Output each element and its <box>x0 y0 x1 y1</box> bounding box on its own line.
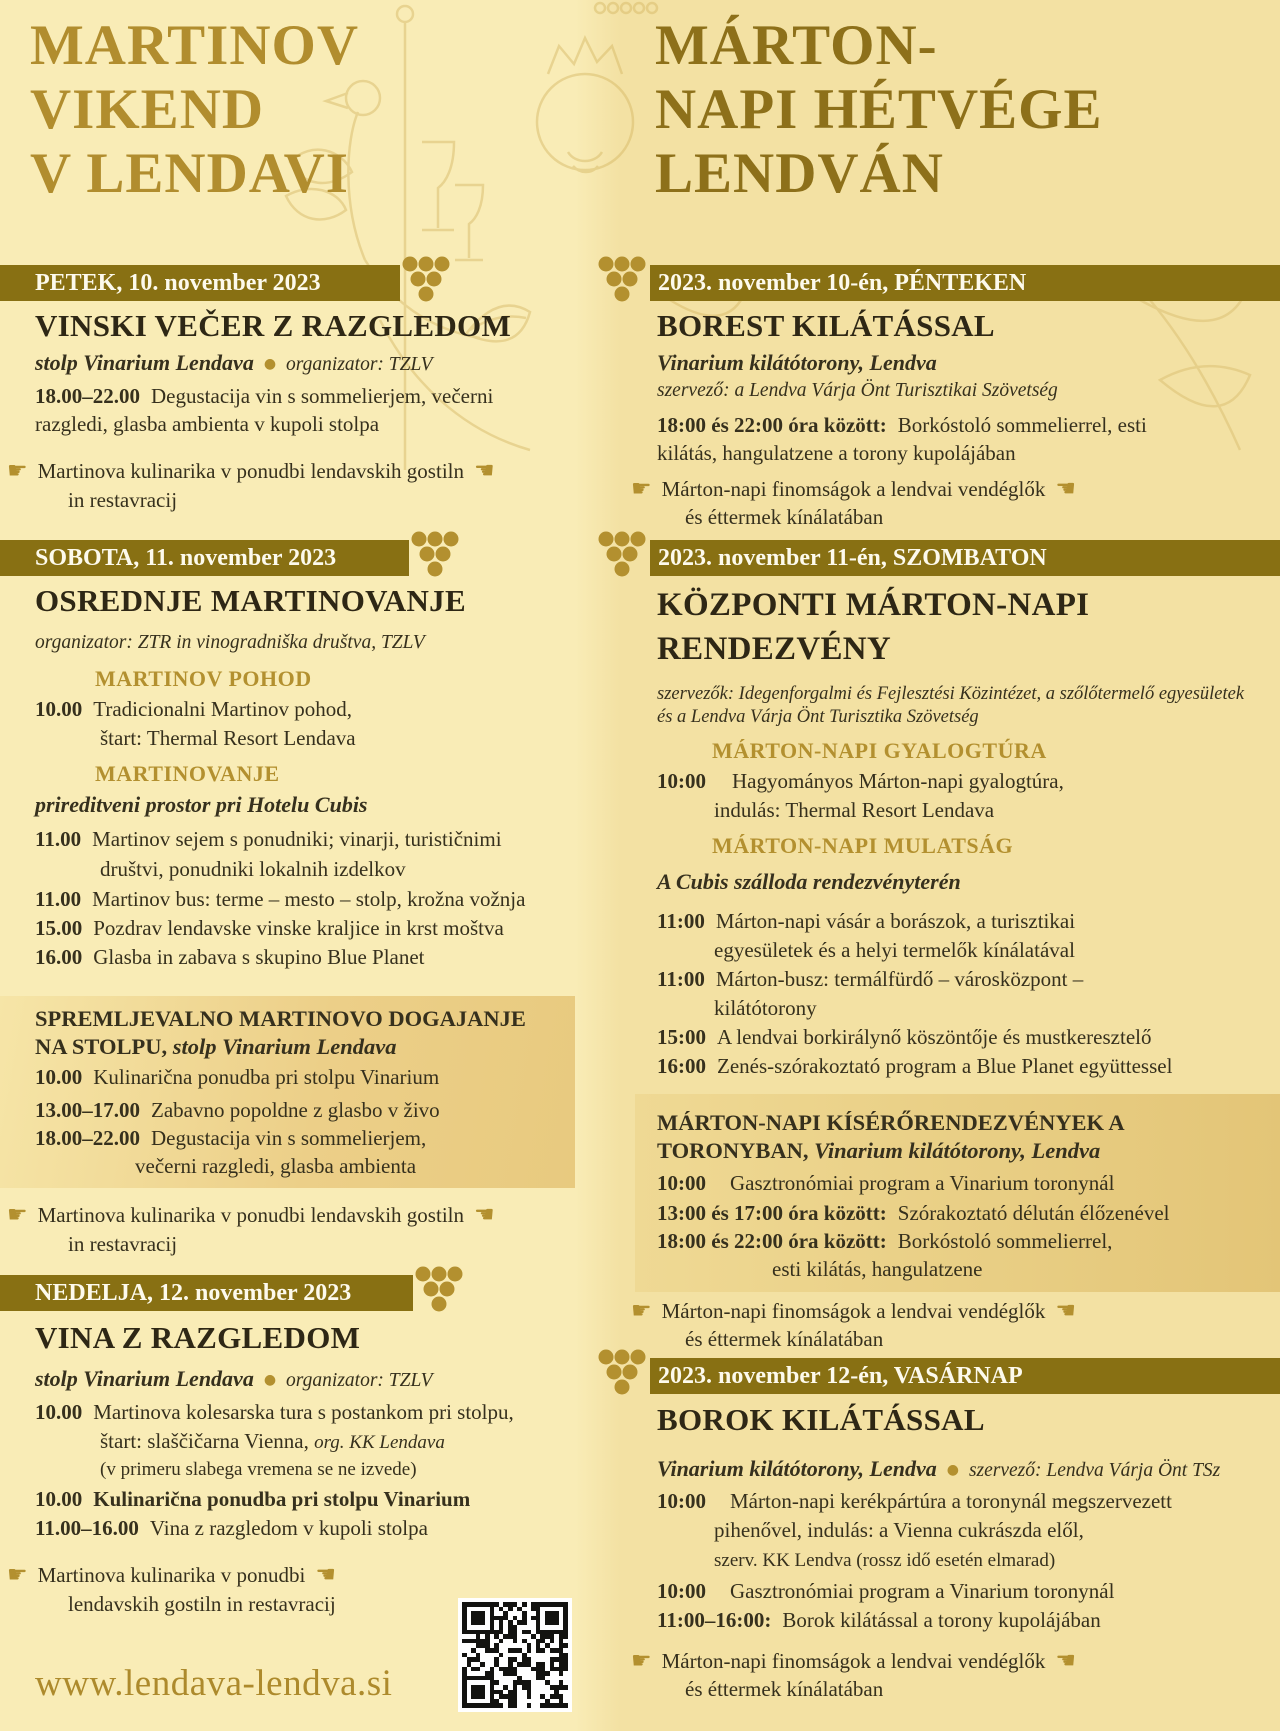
event-time: 18.00–22.00 <box>35 1126 140 1150</box>
box-title: MÁRTON-NAPI KÍSÉRŐRENDEZVÉNYEK A <box>657 1110 1125 1135</box>
event-text-continued: pihenővel, indulás: a Vienna cukrászda elől, <box>714 1518 1084 1542</box>
grape-cluster-icon <box>411 1265 465 1315</box>
note-text-continued: és éttermek kínálatában <box>685 1677 884 1701</box>
box-title-2 <box>0 1034 575 1060</box>
event-text: Márton-napi vásár a borászok, a turisztikai <box>715 909 1076 933</box>
venue: A Cubis szálloda rendezvényterén <box>657 869 961 894</box>
event-line <box>0 915 575 941</box>
pointing-hand-left-icon: ☚ <box>1055 1298 1076 1324</box>
event-line <box>635 1200 1280 1226</box>
note-text-continued: in restavracij <box>68 488 178 512</box>
event-text-continued: štart: Thermal Resort Lendava <box>100 726 356 750</box>
event-text-continued: razgledi, glasba ambienta v kupoli stolpa <box>35 412 380 436</box>
event-time: 10.00 <box>35 697 83 721</box>
dot-separator-icon: ● <box>263 356 277 372</box>
date-bar-label: PETEK, 10. november 2023 <box>35 270 321 296</box>
grape-cluster-icon <box>594 1348 648 1398</box>
venue: prireditveni prostor pri Hotelu Cubis <box>35 792 368 817</box>
hands-note <box>575 1648 1280 1674</box>
note-text: Márton-napi finomságok a lendvai vendéglők <box>661 1649 1046 1673</box>
event-text: Borok kilátással a torony kupolájában <box>782 1608 1101 1632</box>
grape-cluster-icon <box>594 255 648 305</box>
event-line <box>575 966 1280 992</box>
pointing-hand-left-icon: ☚ <box>1055 476 1076 502</box>
event-text-continued: kilátótorony <box>714 996 817 1020</box>
event-time: 11:00–16:00: <box>657 1608 772 1632</box>
event-line <box>575 1488 1280 1514</box>
event-text: Hagyományos Márton-napi gyalogtúra, <box>732 769 1064 793</box>
location-line <box>575 1456 1280 1484</box>
side-program-box-hu <box>635 1094 1280 1292</box>
event-line <box>575 1607 1280 1633</box>
organizer: szervező: a Lendva Várja Önt Turisztikai Szövetség <box>657 380 1058 401</box>
dot-separator-icon: ● <box>263 1372 277 1388</box>
location: stolp Vinarium Lendava <box>35 1366 254 1391</box>
event-heading: BOREST KILÁTÁSSAL <box>657 308 995 343</box>
pointing-hand-left-icon: ☚ <box>315 1562 336 1588</box>
date-bar-label: SOBOTA, 11. november 2023 <box>35 545 337 571</box>
subevent-heading: MÁRTON-NAPI GYALOGTÚRA <box>712 738 1047 763</box>
event-text: Martinova kolesarska tura s postankom pri stolpu, <box>93 1400 514 1424</box>
location-line <box>0 350 575 378</box>
organizer: organizator: TZLV <box>286 354 433 375</box>
grape-cluster-icon <box>398 255 452 305</box>
event-text: Martinov bus: terme – mesto – stolp, krožna vožnja <box>92 887 526 911</box>
sub-organizer: org. KK Lendava <box>314 1432 445 1453</box>
event-line <box>575 1024 1280 1050</box>
pointing-hand-right-icon: ☛ <box>7 458 28 484</box>
event-text: Márton-busz: termálfürdő – városközpont – <box>715 967 1084 991</box>
event-time: 15.00 <box>35 916 83 940</box>
event-text: Degustacija vin s sommelierjem, večerni <box>151 384 494 408</box>
event-text: Martinov sejem s ponudniki; vinarji, turističnimi <box>92 827 502 851</box>
poster-title-sl <box>0 14 575 206</box>
dot-separator-icon: ● <box>946 1462 959 1478</box>
event-time: 13:00 és 17:00 óra között: <box>657 1201 887 1225</box>
event-time: 10:00 <box>657 1489 706 1513</box>
event-time: 10.00 <box>35 1065 83 1089</box>
note-text: Martinova kulinarika v ponudbi lendavskih gostiln <box>37 1203 464 1227</box>
event-line <box>0 696 575 722</box>
event-time: 18:00 és 22:00 óra között: <box>657 413 887 437</box>
event-heading: VINSKI VEČER Z RAZGLEDOM <box>35 308 512 343</box>
event-time: 13.00–17.00 <box>35 1098 140 1122</box>
event-heading-2: RENDEZVÉNY <box>657 631 892 667</box>
title-line: MÁRTON- <box>655 14 938 77</box>
weather-note: (v primeru slabega vremena se ne izvede) <box>100 1459 417 1480</box>
hands-note <box>0 1202 575 1228</box>
title-line: NAPI HÉTVÉGE <box>655 78 1103 141</box>
event-line <box>575 412 1280 438</box>
box-title-text: TORONYBAN, <box>657 1138 809 1163</box>
title-line: V LENDAVI <box>30 142 349 205</box>
event-heading: BOROK KILÁTÁSSAL <box>657 1402 985 1437</box>
event-text: Tradicionalni Martinov pohod, <box>93 697 353 721</box>
event-text: Márton-napi kerékpártúra a toronynál megszervezett <box>730 1489 1172 1513</box>
pointing-hand-left-icon: ☚ <box>473 1202 495 1228</box>
pointing-hand-left-icon: ☚ <box>1055 1648 1076 1674</box>
event-line <box>575 1578 1280 1604</box>
organizers-continued: és a Lendva Várja Önt Turisztika Szövetség <box>657 707 979 727</box>
organizer: organizator: TZLV <box>286 1370 433 1391</box>
event-line <box>0 1486 575 1512</box>
event-line <box>635 1228 1280 1254</box>
event-text: Zabavno popoldne z glasbo v živo <box>151 1098 440 1122</box>
event-text: Vina z razgledom v kupoli stolpa <box>149 1516 428 1540</box>
hands-note <box>575 476 1280 502</box>
event-text: Gasztronómiai program a Vinarium toronynál <box>730 1171 1115 1195</box>
event-time: 10.00 <box>35 1487 83 1511</box>
event-text: Gasztronómiai program a Vinarium toronynál <box>730 1579 1115 1603</box>
note-text: Martinova kulinarika v ponudbi <box>37 1563 306 1587</box>
organizer: organizator: ZTR in vinogradniška društva, TZLV <box>35 632 425 653</box>
organizers: szervezők: Idegenforgalmi és Fejlesztési Közintézet, a szőlőtermelő egyesületek <box>657 684 1245 704</box>
note-text: Márton-napi finomságok a lendvai vendéglők <box>661 477 1046 501</box>
note-text-continued: és éttermek kínálatában <box>685 1327 884 1351</box>
event-line <box>0 1125 575 1151</box>
note-text: Márton-napi finomságok a lendvai vendéglők <box>661 1299 1046 1323</box>
event-line <box>575 908 1280 934</box>
date-bar-label: 2023. november 11-én, SZOMBATON <box>658 545 1047 571</box>
title-line: VIKEND <box>30 78 265 141</box>
event-text-continued: indulás: Thermal Resort Lendava <box>714 798 995 822</box>
hands-note <box>575 1298 1280 1324</box>
event-time: 10:00 <box>657 1579 706 1603</box>
subevent-heading: MÁRTON-NAPI MULATSÁG <box>712 833 1014 858</box>
pointing-hand-left-icon: ☚ <box>473 458 495 484</box>
event-line <box>575 768 1280 794</box>
event-time: 16.00 <box>35 945 83 969</box>
event-text: Glasba in zabava s skupino Blue Planet <box>93 945 425 969</box>
weather-note: szerv. KK Lendva (rossz idő esetén elmarad) <box>714 1550 1056 1571</box>
title-line: LENDVÁN <box>655 142 944 205</box>
event-time: 11:00 <box>657 967 705 991</box>
event-text: Pozdrav lendavske vinske kraljice in krst moštva <box>93 916 504 940</box>
event-line <box>0 826 575 852</box>
box-title-location: stolp Vinarium Lendava <box>172 1034 397 1059</box>
event-time: 10:00 <box>657 769 706 793</box>
event-text: A lendvai borkirálynő köszöntője és mustkeresztelő <box>717 1025 1152 1049</box>
location-line <box>0 1366 575 1394</box>
date-bar-label: NEDELJA, 12. november 2023 <box>35 1280 352 1306</box>
date-bar-sunday-sl <box>0 1275 413 1311</box>
event-line <box>0 886 575 912</box>
event-line <box>635 1170 1280 1196</box>
pointing-hand-right-icon: ☛ <box>631 1648 652 1674</box>
event-text-continued: večerni razgledi, glasba ambienta <box>135 1154 417 1178</box>
left-column <box>0 0 575 1731</box>
event-heading: VINA Z RAZGLEDOM <box>35 1320 361 1355</box>
event-line <box>0 944 575 970</box>
event-heading: KÖZPONTI MÁRTON-NAPI <box>657 587 1090 623</box>
side-program-box-sl <box>0 996 575 1188</box>
box-title-text: NA STOLPU, <box>35 1034 168 1059</box>
hands-note <box>0 458 575 484</box>
event-time: 10:00 <box>657 1171 706 1195</box>
event-time: 18.00–22.00 <box>35 384 140 408</box>
event-line <box>0 1399 575 1425</box>
event-text-continued <box>0 1428 575 1456</box>
event-heading: OSREDNJE MARTINOVANJE <box>35 583 466 618</box>
title-line: MARTINOV <box>30 14 359 77</box>
date-bar-sunday-hu <box>650 1358 1280 1394</box>
subevent-heading: MARTINOVANJE <box>95 761 280 786</box>
pointing-hand-right-icon: ☛ <box>7 1562 28 1588</box>
note-text-continued: in restavracij <box>68 1232 178 1256</box>
website-url: www.lendava-lendva.si <box>35 1663 393 1704</box>
box-title-location: Vinarium kilátótorony, Lendva <box>814 1138 1101 1163</box>
date-bar-friday-sl <box>0 265 400 301</box>
note-text-continued: és éttermek kínálatában <box>685 505 884 529</box>
pointing-hand-right-icon: ☛ <box>631 1298 652 1324</box>
grape-cluster-icon <box>594 530 648 580</box>
right-column <box>575 0 1280 1731</box>
date-bar-friday-hu <box>650 265 1280 301</box>
event-text-continued: kilátás, hangulatzene a torony kupolájában <box>657 441 1016 465</box>
location: Vinarium kilátótorony, Lendva <box>657 1456 937 1481</box>
event-text-continued: esti kilátás, hangulatzene <box>772 1257 983 1281</box>
subevent-heading: MARTINOV POHOD <box>95 666 312 691</box>
location: stolp Vinarium Lendava <box>35 350 254 375</box>
date-bar-label: 2023. november 12-én, VASÁRNAP <box>658 1363 1023 1389</box>
pointing-hand-right-icon: ☛ <box>631 476 652 502</box>
event-line <box>0 1064 575 1090</box>
event-time: 11:00 <box>657 909 705 933</box>
event-time: 11.00–16.00 <box>35 1516 139 1540</box>
event-time: 15:00 <box>657 1025 706 1049</box>
event-time: 11.00 <box>35 827 82 851</box>
event-time: 10.00 <box>35 1400 83 1424</box>
event-text: Degustacija vin s sommelierjem, <box>151 1126 427 1150</box>
event-text: Szórakoztató délután élőzenével <box>897 1201 1170 1225</box>
event-line <box>0 383 575 409</box>
event-text-continued: egyesületek és a helyi termelők kínálatával <box>714 938 1075 962</box>
event-text: Kulinarična ponudba pri stolpu Vinarium <box>93 1487 471 1511</box>
date-bar-saturday-hu <box>650 540 1280 576</box>
event-line <box>0 1097 575 1123</box>
hands-note <box>0 1562 575 1588</box>
qr-code <box>458 1598 572 1712</box>
event-text: štart: slaščičarna Vienna, <box>100 1429 309 1453</box>
event-text: Borkóstoló sommelierrel, esti <box>897 413 1147 437</box>
note-text-continued: lendavskih gostiln in restavracij <box>68 1592 336 1616</box>
event-text-continued: društvi, ponudniki lokalnih izdelkov <box>100 857 406 881</box>
grape-cluster-icon <box>407 530 461 580</box>
poster-title-hu <box>575 14 1280 206</box>
event-text: Borkóstoló sommelierrel, <box>897 1229 1113 1253</box>
pointing-hand-right-icon: ☛ <box>7 1202 28 1228</box>
event-text: Kulinarična ponudba pri stolpu Vinarium <box>93 1065 440 1089</box>
event-time: 16:00 <box>657 1054 706 1078</box>
event-time: 18:00 és 22:00 óra között: <box>657 1229 887 1253</box>
event-text: Zenés-szórakoztató program a Blue Planet együttessel <box>717 1054 1173 1078</box>
box-title: SPREMLJEVALNO MARTINOVO DOGAJANJE <box>35 1006 526 1031</box>
date-bar-label: 2023. november 10-én, PÉNTEKEN <box>658 270 1027 296</box>
organizer: szervező: Lendva Várja Önt TSz <box>968 1460 1221 1481</box>
event-line <box>0 1515 575 1541</box>
event-time: 11.00 <box>35 887 82 911</box>
location: Vinarium kilátótorony, Lendva <box>657 350 937 375</box>
event-line <box>575 1053 1280 1079</box>
note-text: Martinova kulinarika v ponudbi lendavskih gostiln <box>37 459 464 483</box>
date-bar-saturday-sl <box>0 540 409 576</box>
box-title-2 <box>635 1138 1280 1164</box>
